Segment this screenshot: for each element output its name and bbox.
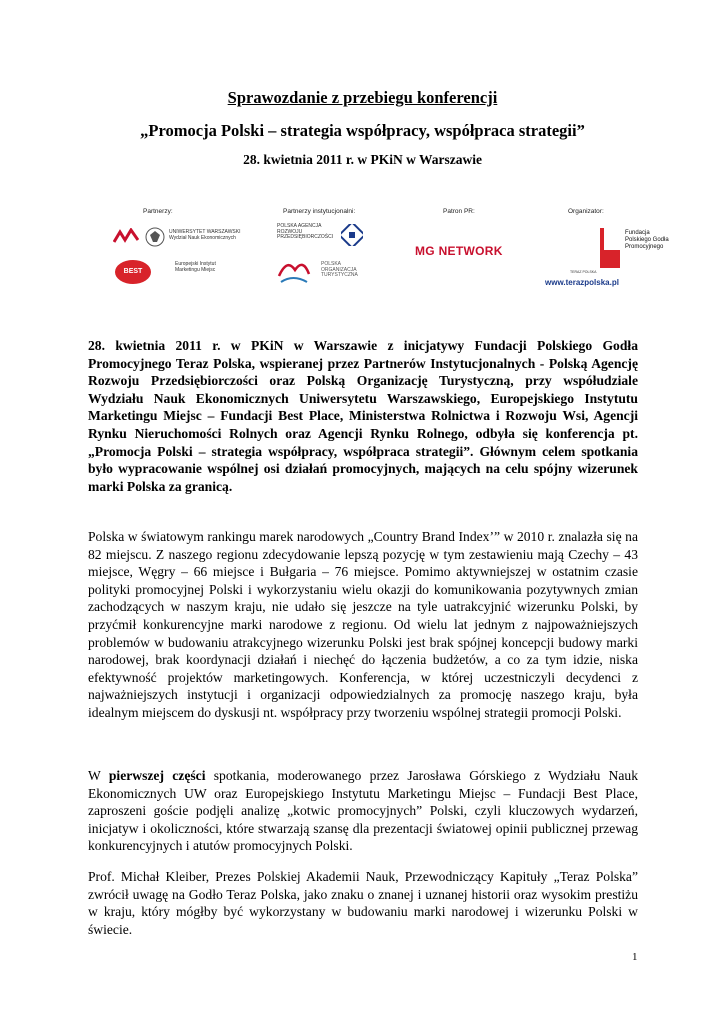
organizer-label: Organizator:: [568, 208, 604, 215]
website-url: www.terazpolska.pl: [545, 278, 619, 287]
polska-pot-logo-icon: [277, 256, 311, 284]
report-title: Sprawozdanie z przebiegu konferencji: [227, 88, 498, 107]
page-number: 1: [632, 951, 638, 963]
partners-label: Partnerzy:: [143, 208, 173, 215]
fundacja-text: Fundacja Polskiego Godła Promocyjnego: [625, 230, 669, 250]
pot-text: POLSKA ORGANIZACJA TURYSTYCZNA: [321, 261, 358, 278]
intro-paragraph: 28. kwietnia 2011 r. w PKiN w Warszawie z inicjatywy Fundacji Polskiego Godła Promocyjnego Teraz Polska, wspieranej przez Partnerów Instytucjonalnych - Polską Agencję Rozwoju Przedsiębiorczości oraz Polską Organizację Turystyczną, przy współudziale Wydziału Nauk Ekonomicznych Uniwersytetu Warszawskiego, Europejskiego Instytutu Marketingu Miejsc – Fundacji Best Place, Ministerstwa Rolnictwa i Rozwoju Wsi, Agencji Rynku Nieruchomości Rolnych oraz Agencji Rynku Rolnego, odbyła się konferencja pt. „Promocja Polski – strategia współpracy, współpraca strategii”. Głównym celem spotkania było wypracowanie wspólnej osi działań promocyjnych, mających na celu spójny wizerunek marki Polska za granicą.: [88, 338, 638, 494]
mg-network-logo: MG NETWORK: [415, 244, 503, 258]
parp-logo-icon: [341, 224, 363, 246]
teraz-polska-tag: TERAZ POLSKA: [570, 270, 597, 274]
date-line: 28. kwietnia 2011 r. w PKiN w Warszawie: [243, 152, 482, 167]
uw-eagle-icon: [145, 226, 165, 248]
pr-patron-label: Patron PR:: [443, 208, 475, 215]
eimm-text: Europejski Instytut Marketingu Miejsc: [175, 261, 216, 273]
institutional-partners-label: Partnerzy instytucjonalni:: [283, 208, 356, 215]
ranking-paragraph: Polska w światowym rankingu marek narodowych „Country Brand Index’” w 2010 r. znalazła się na 82 miejscu. Z naszego regionu zdecydowanie lepszą pozycję w tym zestawieniu mają Czechy – 43 miejsce, Węgry – 66 miejsce i Bułgaria – 76 miejsce. Pomimo aktywniejszej w ostatnim czasie polityki promocyjnej Polski i wykorzystaniu wielu okazji do komunikowania pozytywnych zmian zachodzących w naszym kraju, nie udało się jeszcze na tyle uatrakcyjnić wizerunku Polski, by przyćmił konkurencyjne marki narodowe z regionu. Od wielu lat jednym z najpoważniejszych problemów w budowaniu atrakcyjnego wizerunku Polski jest brak spójnej koncepcji budowy marki narodowej, brak koordynacji działań i niechęć do łączenia budżetów, a co za tym idzie, niska efektywność projektów marketingowych. Konferencja, w której uczestniczyli decydenci z najważniejszych instytucji i organizacji odpowiedzialnych za promocję naszego kraju, była idealnym miejscem do dyskusji nt. współpracy przy tworzeniu wspólnej strategii promocji Polski.: [88, 529, 638, 720]
first-part-emphasis: pierwszej części: [108, 768, 206, 783]
best-place-logo: BEST PLACE: [115, 260, 151, 284]
kleiber-paragraph: Prof. Michał Kleiber, Prezes Polskiej Akademii Nauk, Przewodniczący Kapituły „Teraz Polska” zwrócił uwagę na Godło Teraz Polska, jako znaku o znanej i uznanej historii oraz wysokim prestiżu w kraju, który mógłby być wykorzystany w budowaniu marki narodowej i wizerunku Polski w świecie.: [88, 869, 638, 937]
logos-strip: [85, 206, 669, 299]
uw-wne-logo-icon: [113, 228, 139, 246]
uw-wne-text: UNIWERSYTET WARSZAWSKI Wydział Nauk Ekonomicznych: [169, 229, 241, 241]
parp-text: POLSKA AGENCJA ROZWOJU PRZEDSIĘBIORCZOŚCI: [277, 223, 334, 240]
first-part-paragraph: W pierwszej części spotkania, moderowanego przez Jarosława Górskiego z Wydziału Nauk Ekonomicznych UW oraz Europejskiego Instytutu Marketingu Miejsc – Fundacji Best Place, zaproszeni goście podjęli analizę „kotwic promocyjnych” Polski, czyli kluczowych wydarzeń, inicjatyw i okoliczności, które stwarzają szansę dla prezentacji światowej opinii publicznej przewag konkurencyjnych i atutów promocyjnych Polski.: [88, 768, 638, 854]
conference-title: „Promocja Polski – strategia współpracy, współpraca strategii”: [140, 121, 585, 140]
